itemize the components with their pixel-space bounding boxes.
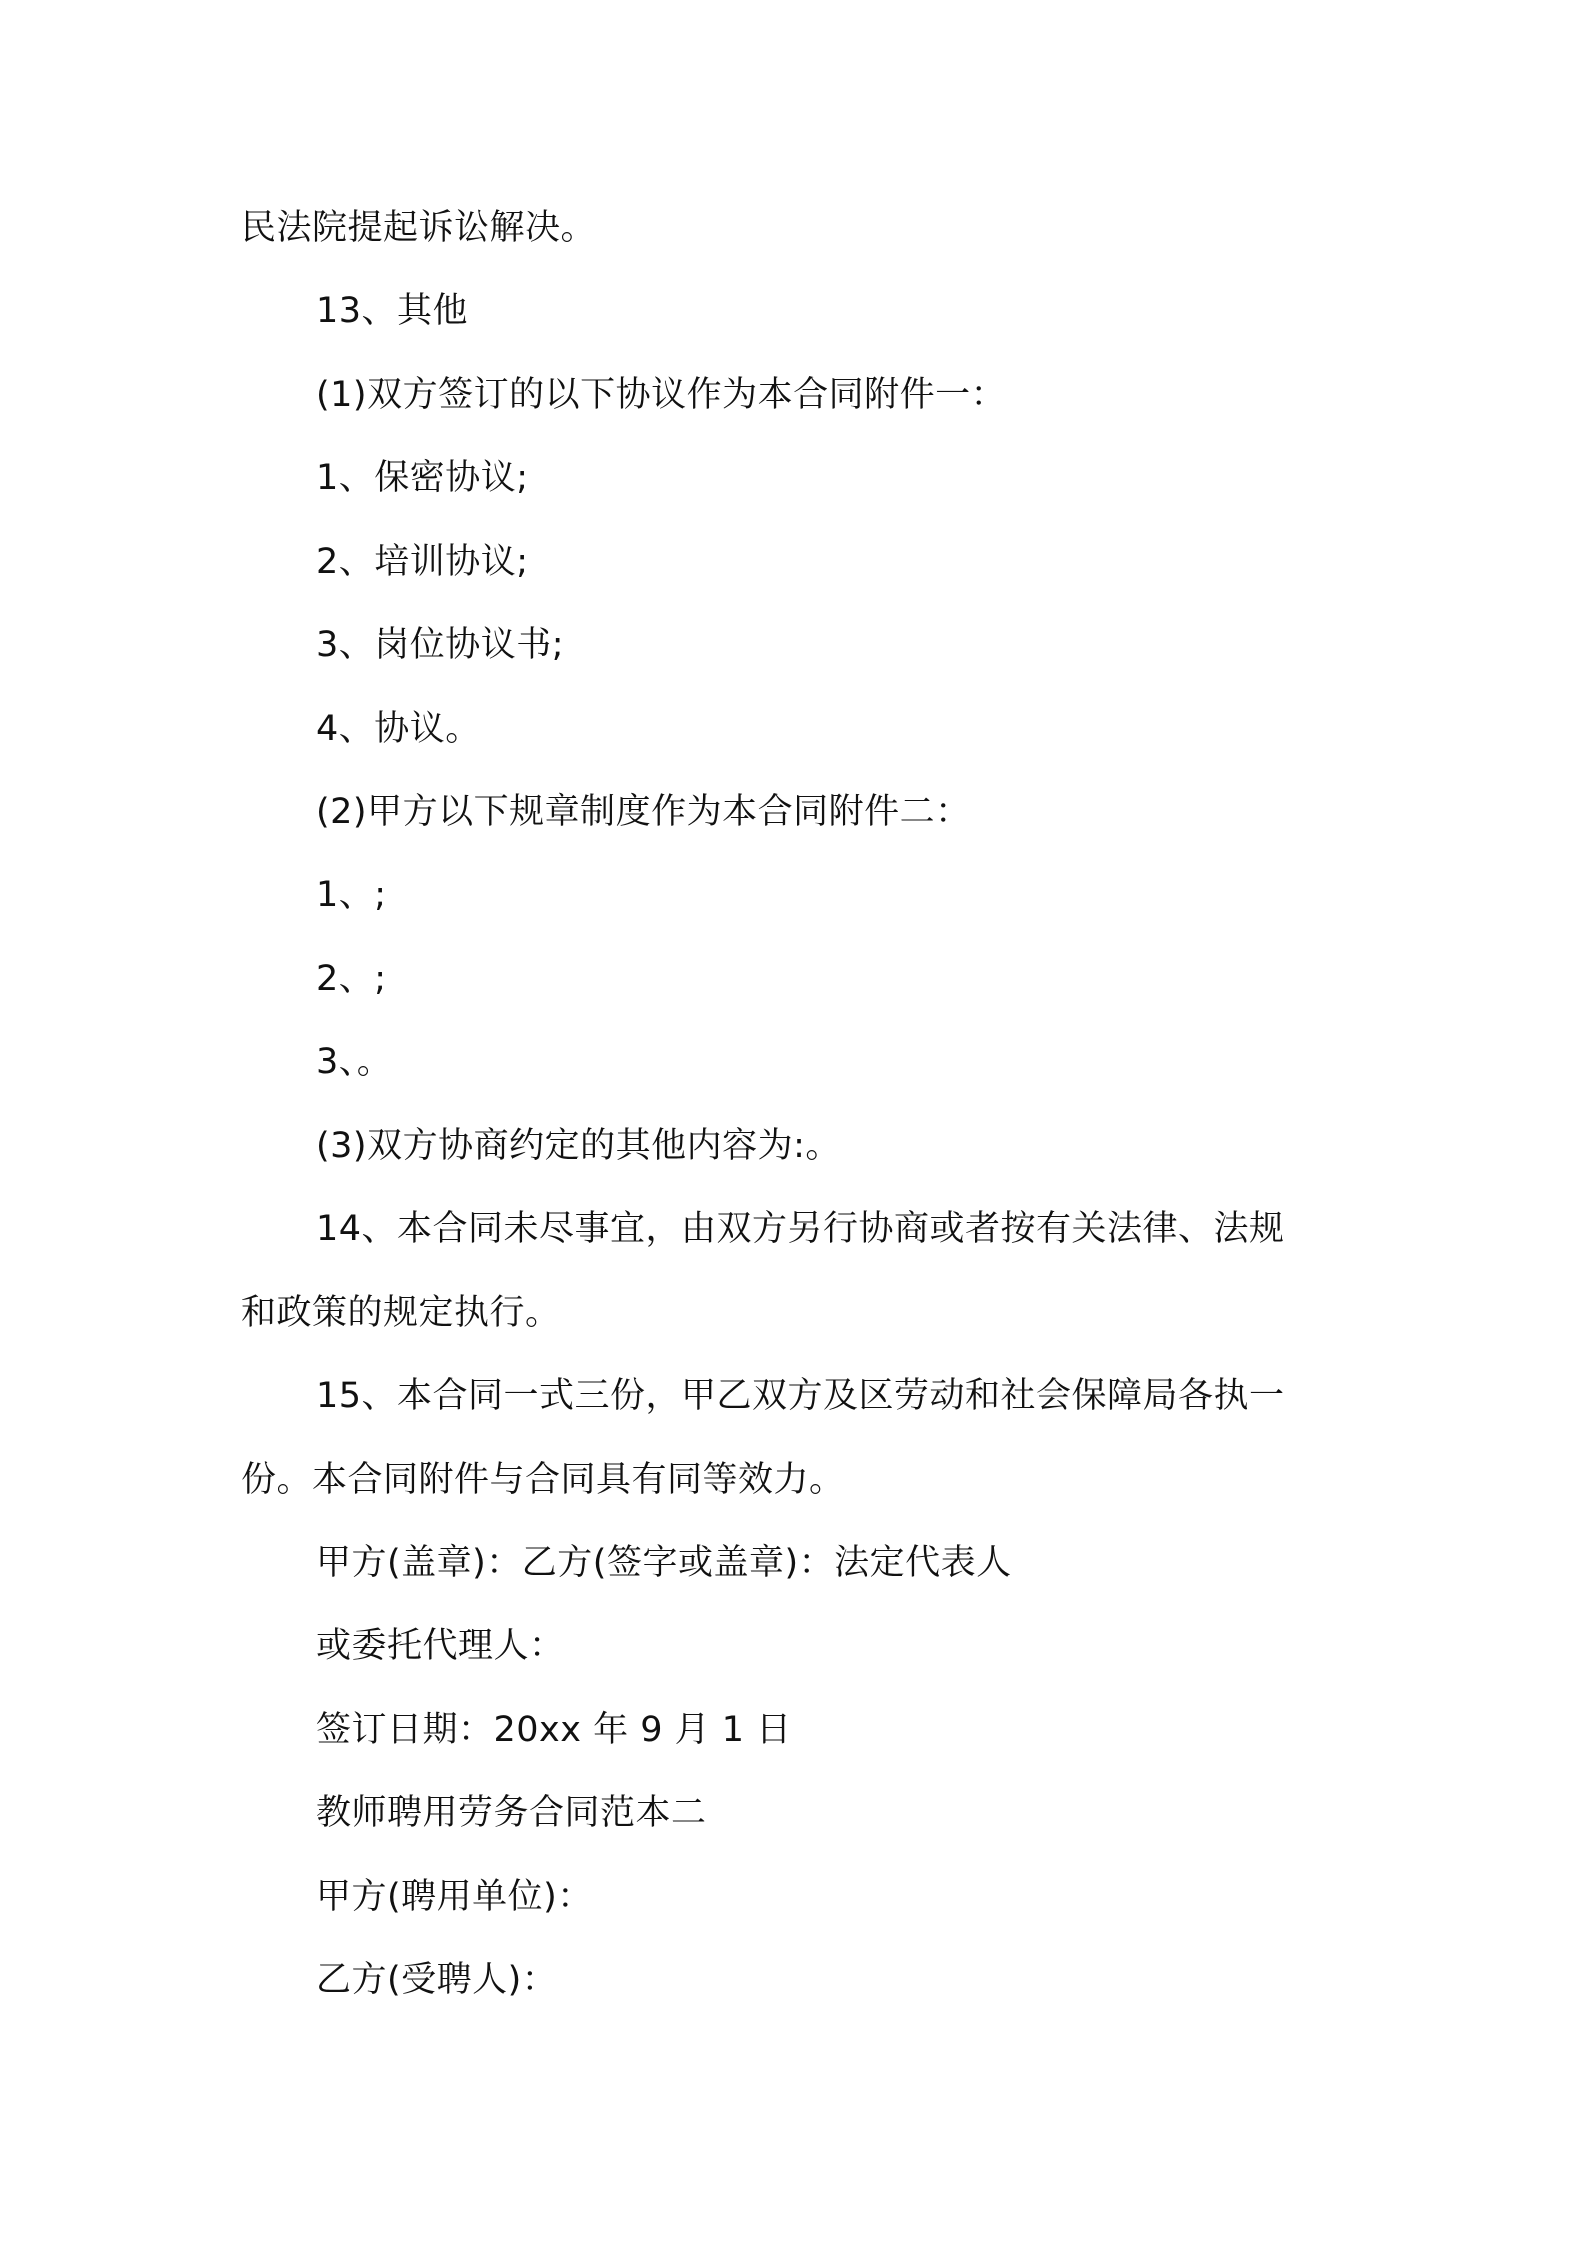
- list-item: 3、。: [316, 1042, 393, 1082]
- signing-date: 签订日期：20xx 年 9 月 1 日: [316, 1710, 792, 1750]
- section-15-line-2: 份。本合同附件与合同具有同等效力。: [241, 1460, 845, 1500]
- party-a-field: 甲方(聘用单位)：: [316, 1877, 593, 1917]
- section-heading-13: 13、其他: [316, 291, 469, 331]
- signature-agent: 或委托代理人：: [316, 1626, 565, 1666]
- section-14-line-2: 和政策的规定执行。: [241, 1293, 561, 1333]
- list-item: 1、;: [316, 875, 387, 915]
- paragraph-continuation: 民法院提起诉讼解决。: [241, 208, 597, 248]
- signature-parties: 甲方(盖章)：乙方(签字或盖章)：法定代表人: [316, 1543, 1012, 1583]
- list-item: 3、岗位协议书;: [316, 625, 565, 665]
- clause-attachment-two: (2)甲方以下规章制度作为本合同附件二：: [316, 792, 971, 832]
- list-item: 4、协议。: [316, 709, 481, 749]
- list-item: 1、保密协议;: [316, 458, 529, 498]
- list-item: 2、培训协议;: [316, 542, 529, 582]
- section-14-line-1: 14、本合同未尽事宜，由双方另行协商或者按有关法律、法规: [316, 1209, 1285, 1249]
- section-15-line-1: 15、本合同一式三份，甲乙双方及区劳动和社会保障局各执一: [316, 1376, 1285, 1416]
- document-subtitle: 教师聘用劳务合同范本二: [316, 1793, 707, 1833]
- clause-attachment-one: (1)双方签订的以下协议作为本合同附件一：: [316, 375, 1007, 415]
- party-b-field: 乙方(受聘人)：: [316, 1960, 558, 2000]
- list-item: 2、;: [316, 959, 387, 999]
- clause-other-content: (3)双方协商约定的其他内容为:。: [316, 1126, 841, 1166]
